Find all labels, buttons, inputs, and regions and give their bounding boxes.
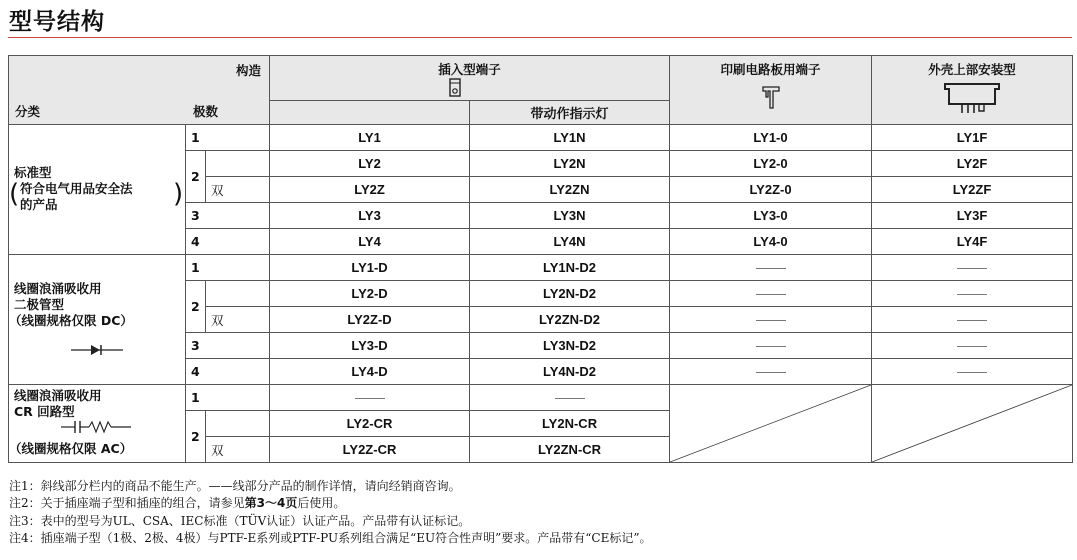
- model-cell: LY3F: [872, 203, 1073, 229]
- poles-label: 极数: [193, 104, 219, 119]
- not-available-dash: [872, 359, 1073, 385]
- note-2-page-ref: 第3～4页: [244, 496, 298, 511]
- poles-4: 4: [186, 359, 270, 385]
- plugin-blank-subheader: [270, 101, 470, 125]
- blank-cell: [206, 151, 270, 177]
- model-cell: LY4F: [872, 229, 1073, 255]
- not-available-dash: [470, 385, 670, 411]
- model-cell: LY4-0: [670, 229, 872, 255]
- model-cell: LY1-D: [270, 255, 470, 281]
- notes-section: [9, 478, 651, 547]
- model-cell: LY3N-D2: [470, 333, 670, 359]
- model-cell: LY1N: [470, 125, 670, 151]
- case-top-mount-header: [872, 56, 1073, 125]
- model-cell: LY1: [270, 125, 470, 151]
- model-cell: LY2F: [872, 151, 1073, 177]
- case-top-mount-label: 外壳上部安装型: [928, 62, 1016, 77]
- model-cell: LY2-CR: [270, 411, 470, 437]
- diode-symbol-icon: [71, 343, 123, 357]
- not-available-dash: [872, 255, 1073, 281]
- not-producible-hatched-cell: [872, 385, 1073, 463]
- cr-circuit-symbol-icon: [61, 420, 133, 434]
- model-cell: LY2ZN: [470, 177, 670, 203]
- plugin-terminal-label: 插入型端子: [438, 62, 501, 77]
- not-available-dash: [270, 385, 470, 411]
- model-cell: LY3N: [470, 203, 670, 229]
- model-cell: LY1F: [872, 125, 1073, 151]
- poles-4: 4: [186, 229, 270, 255]
- category-standard-desc1: 符合电气用品安全法: [20, 181, 133, 196]
- not-available-dash: [670, 307, 872, 333]
- dual-label: 双: [206, 177, 270, 203]
- not-available-dash: [872, 281, 1073, 307]
- model-cell: LY3-0: [670, 203, 872, 229]
- category-standard: [9, 125, 186, 255]
- not-available-dash: [670, 281, 872, 307]
- poles-3: 3: [186, 203, 270, 229]
- model-cell: LY2N-D2: [470, 281, 670, 307]
- model-cell: LY2Z-0: [670, 177, 872, 203]
- poles-2: 2: [186, 411, 206, 463]
- poles-1: 1: [186, 125, 270, 151]
- pcb-terminal-header: [670, 56, 872, 125]
- model-cell: LY4: [270, 229, 470, 255]
- dual-label: 双: [206, 307, 270, 333]
- category-cr-name2: CR 回路型: [14, 404, 75, 419]
- page-title: 型号结构: [9, 9, 105, 35]
- model-cell: LY3: [270, 203, 470, 229]
- model-cell: LY4N-D2: [470, 359, 670, 385]
- category-diode-name2: 二极管型: [14, 297, 65, 312]
- model-cell: LY2-D: [270, 281, 470, 307]
- not-available-dash: [670, 333, 872, 359]
- note-2-text: 注2：关于插座端子型和插座的组合，请参见: [9, 496, 245, 511]
- model-structure-table: [8, 55, 1073, 463]
- not-available-dash: [670, 359, 872, 385]
- model-cell: LY2Z: [270, 177, 470, 203]
- classification-label: 分类: [15, 104, 41, 119]
- model-cell: LY3-D: [270, 333, 470, 359]
- not-available-dash: [872, 333, 1073, 359]
- model-cell: LY2N: [470, 151, 670, 177]
- with-indicator-header: 带动作指示灯: [470, 101, 670, 125]
- model-cell: LY2N-CR: [470, 411, 670, 437]
- model-cell: LY2Z-D: [270, 307, 470, 333]
- category-standard-name: 标准型: [14, 165, 52, 180]
- paren-left: (: [9, 179, 20, 209]
- blank-cell: [206, 411, 270, 437]
- diagonal-slash: [670, 385, 871, 462]
- poles-2: 2: [186, 281, 206, 333]
- note-4: 注4：插座端子型（1极、2极、4极）与PTF-E系列或PTF-PU系列组合满足“EU符合性声明”要求。产品带有“CE标记”。: [9, 530, 652, 545]
- note-2: [9, 495, 651, 512]
- model-cell: LY1N-D2: [470, 255, 670, 281]
- model-cell: LY2-0: [670, 151, 872, 177]
- title-underline: [8, 37, 1072, 38]
- poles-3: 3: [186, 333, 270, 359]
- construction-label: 构造: [236, 63, 262, 78]
- category-diode: [9, 255, 186, 385]
- model-cell: LY2ZF: [872, 177, 1073, 203]
- model-cell: LY1-0: [670, 125, 872, 151]
- category-cr-name1: 线圈浪涌吸收用: [14, 388, 102, 403]
- corner-header-cell: [9, 56, 270, 125]
- poles-2: 2: [186, 151, 206, 203]
- note-1: 注1：斜线部分栏内的商品不能生产。——线部分产品的制作详情，请向经销商咨询。: [9, 479, 461, 493]
- plugin-terminal-icon: [447, 78, 463, 100]
- plugin-terminal-header: [270, 56, 670, 101]
- model-cell: LY2ZN-CR: [470, 437, 670, 463]
- dual-label: 双: [206, 437, 270, 463]
- category-cr-desc: （线圈规格仅限 AC）: [9, 441, 133, 456]
- category-diode-desc: （线圈规格仅限 DC）: [9, 313, 133, 328]
- poles-1: 1: [186, 385, 270, 411]
- model-cell: LY2: [270, 151, 470, 177]
- case-top-mount-icon: [942, 80, 1002, 116]
- not-available-dash: [670, 255, 872, 281]
- paren-right: ): [173, 179, 184, 209]
- pcb-terminal-label: 印刷电路板用端子: [720, 62, 821, 77]
- note-3: 注3：表中的型号为UL、CSA、IEC标准（TÜV认证）认证产品。产品带有认证标记。: [9, 513, 471, 528]
- category-standard-desc2: 的产品: [20, 197, 58, 212]
- category-cr: [9, 385, 186, 463]
- note-2-suffix: 后使用。: [297, 496, 346, 511]
- not-producible-hatched-cell: [670, 385, 872, 463]
- poles-1: 1: [186, 255, 270, 281]
- diagonal-slash: [872, 385, 1072, 462]
- not-available-dash: [872, 307, 1073, 333]
- model-cell: LY4-D: [270, 359, 470, 385]
- model-cell: LY4N: [470, 229, 670, 255]
- blank-cell: [206, 281, 270, 307]
- pcb-terminal-icon: [761, 84, 781, 110]
- model-cell: LY2ZN-D2: [470, 307, 670, 333]
- model-cell: LY2Z-CR: [270, 437, 470, 463]
- category-diode-name1: 线圈浪涌吸收用: [14, 281, 102, 296]
